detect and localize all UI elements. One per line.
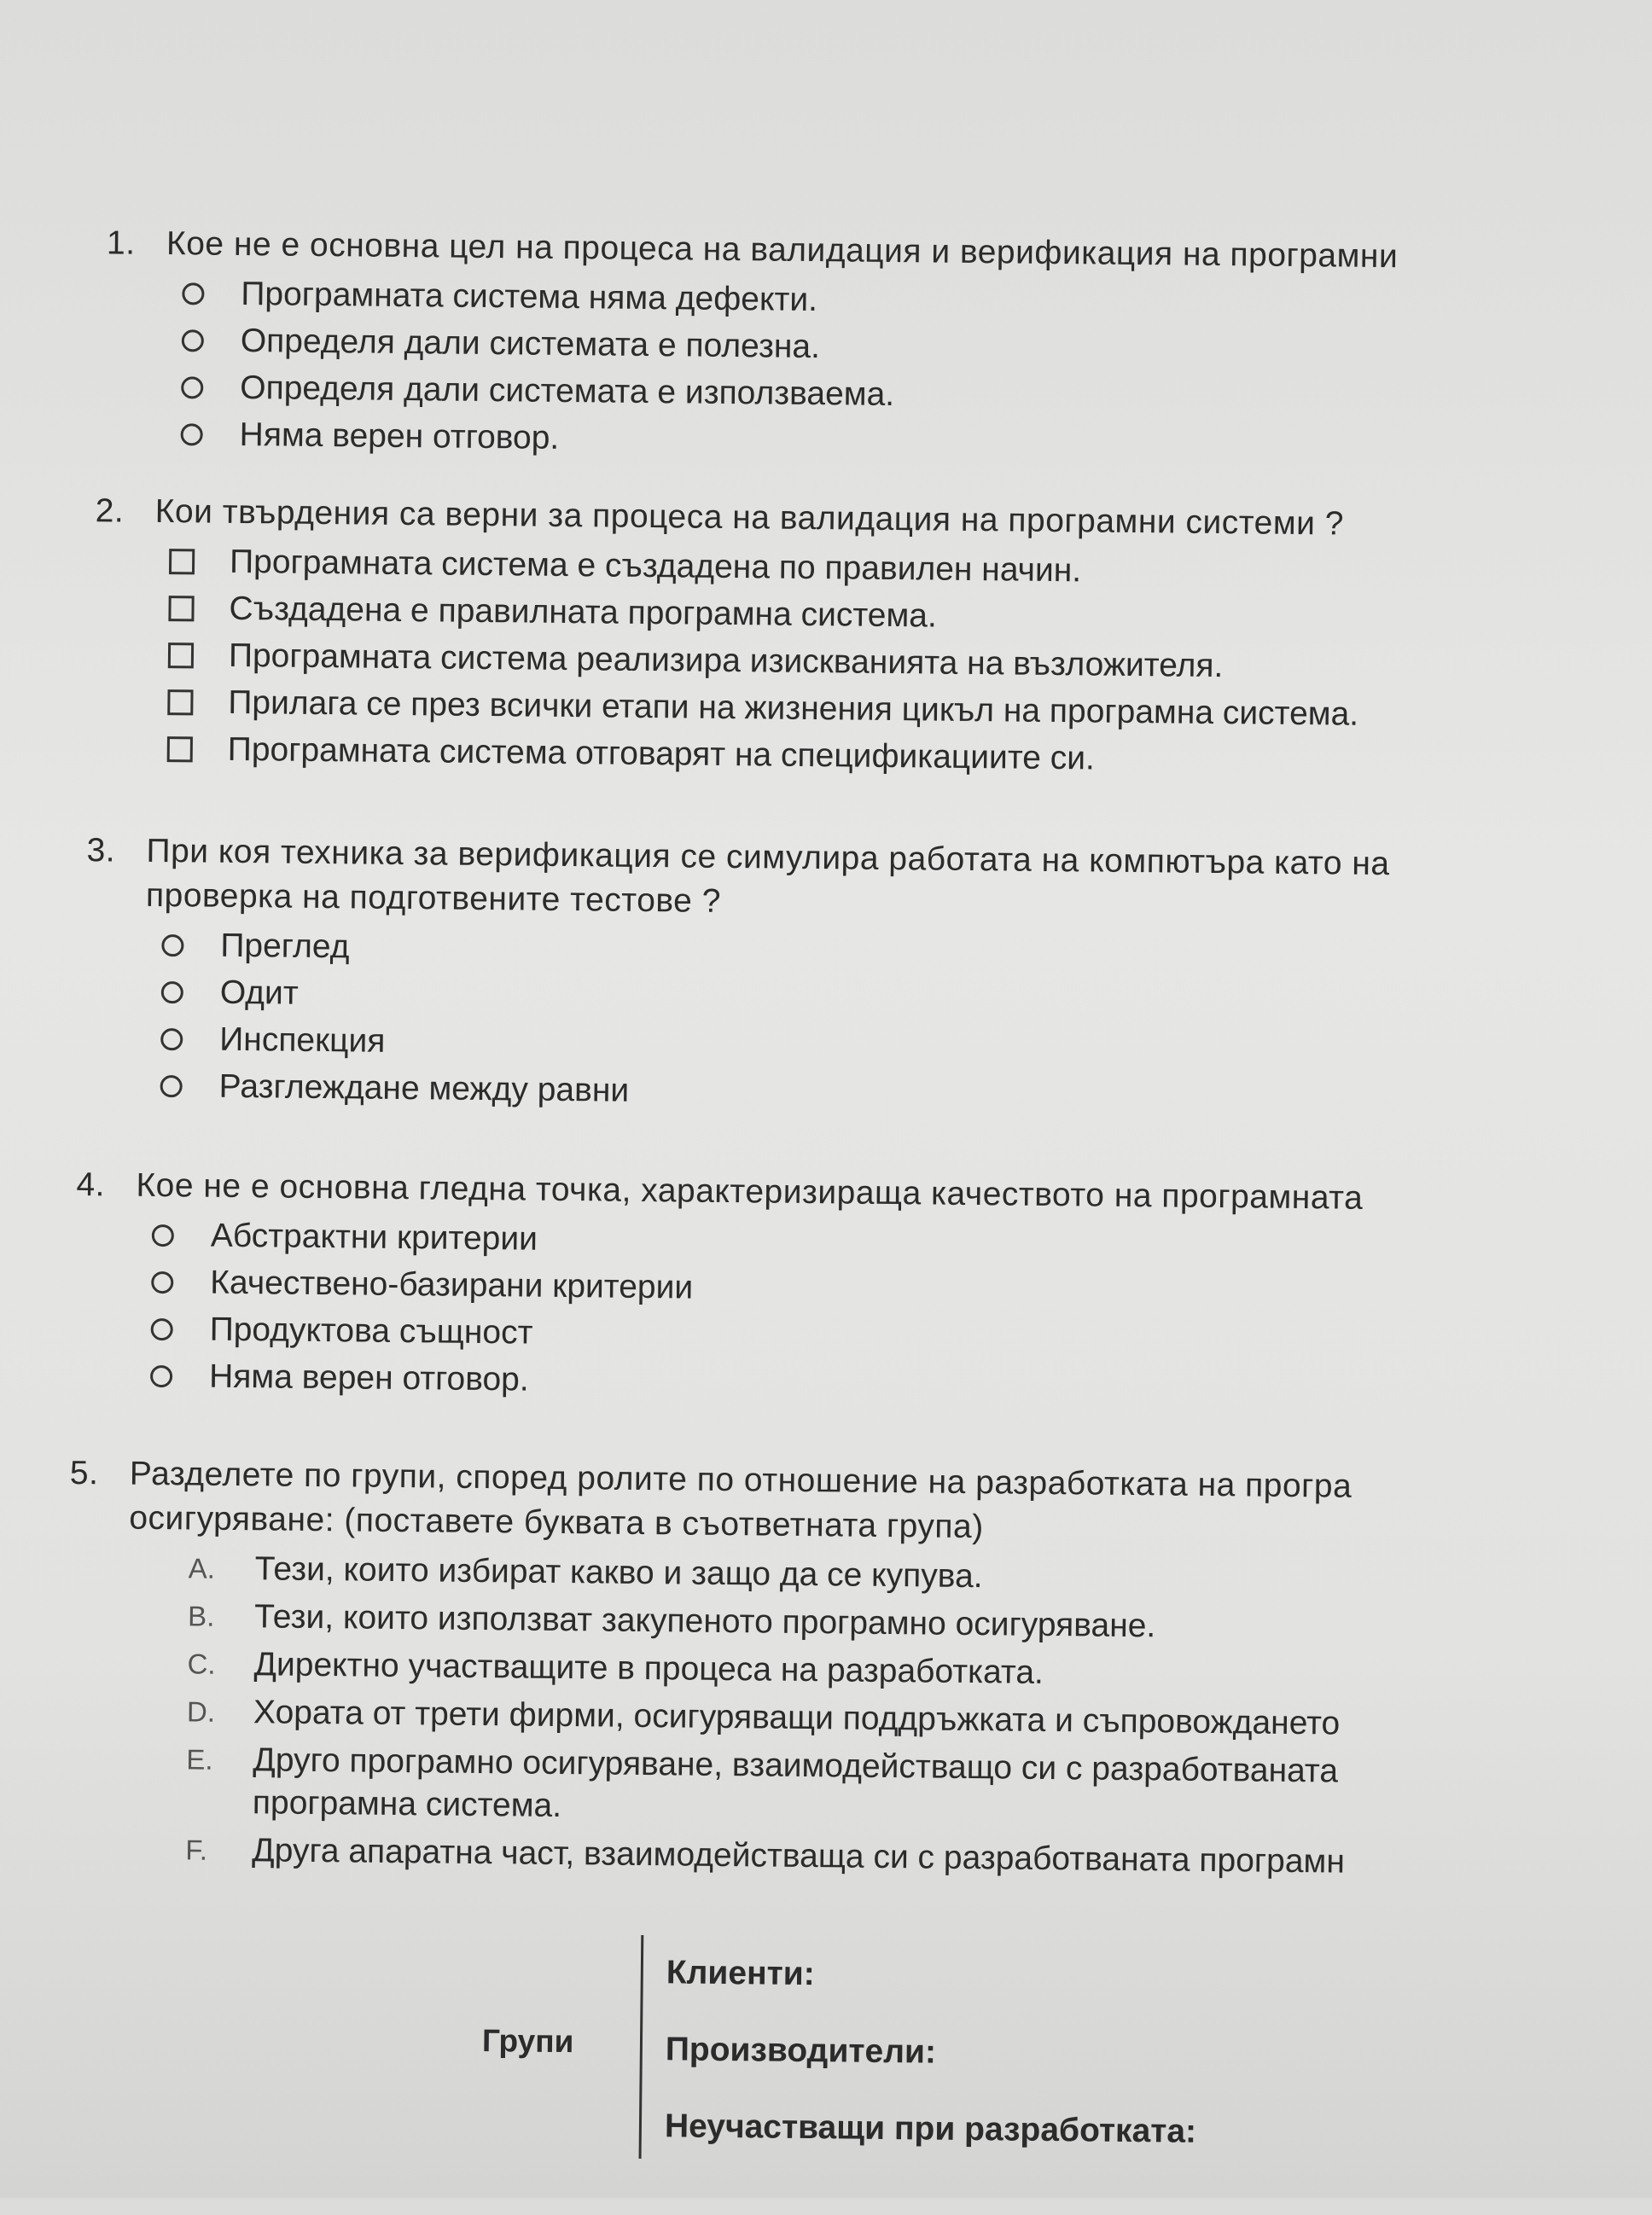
- question-number: 1.: [106, 224, 136, 262]
- checkbox-square-icon[interactable]: [163, 549, 201, 574]
- options-list: [93, 537, 1361, 785]
- checkbox-square-icon[interactable]: [162, 596, 200, 621]
- group-clients[interactable]: Клиенти:: [666, 1954, 815, 1993]
- options-list: [84, 921, 1388, 1122]
- option-label: Създадена е правилната програмна система.: [229, 590, 938, 635]
- radio-circle-icon[interactable]: [154, 933, 191, 956]
- question-number: 3.: [86, 832, 116, 869]
- option-label: Програмната система няма дефекти.: [241, 275, 818, 318]
- option-label: Инспекция: [219, 1020, 386, 1060]
- question-number: 4.: [76, 1166, 106, 1204]
- question-text: Кои твърдения са верни за процеса на валидация на програмни системи ?: [154, 492, 1345, 543]
- option-label: Определя дали системата е използваема.: [240, 369, 895, 413]
- checkbox-square-icon[interactable]: [162, 642, 200, 668]
- option-label: Прилага се през всички етапи на жизнения цикъл на програмна система.: [228, 683, 1359, 733]
- option-label: Програмната система отговарят на спецификациите си.: [227, 730, 1096, 776]
- groups-label: Групи: [481, 2023, 574, 2060]
- radio-circle-icon[interactable]: [143, 1364, 180, 1387]
- item-text: Директно участващите в процеса на разработката.: [253, 1646, 1044, 1691]
- question-3: [84, 828, 1389, 1122]
- item-text: Хората от трети фирми, осигуряващи поддръжката и съпровождането: [253, 1694, 1341, 1742]
- question-1: [104, 221, 1398, 470]
- option-label: Няма верен отговор.: [208, 1357, 529, 1398]
- option-label: Разглеждане между равни: [218, 1067, 630, 1109]
- item-letter: E.: [186, 1743, 213, 1776]
- question-5: [66, 1451, 1352, 1887]
- checkbox-square-icon[interactable]: [161, 736, 199, 762]
- item-letter: F.: [185, 1834, 208, 1866]
- item-text: Тези, които използват закупеното програмно осигуряване.: [253, 1598, 1156, 1645]
- item-letter: A.: [188, 1552, 216, 1584]
- question-number: 5.: [69, 1454, 99, 1492]
- option-label: Преглед: [220, 927, 350, 965]
- question-text: Кое не е основна гледна точка, характеризираща качеството на програмната: [136, 1166, 1364, 1217]
- option-label: Програмната система е създадена по правилен начин.: [229, 543, 1082, 589]
- radio-circle-icon[interactable]: [143, 1317, 181, 1340]
- question-text: Разделете по групи, според ролите по отношение на разработката на програ: [129, 1455, 1352, 1505]
- question-3-text-continued: проверка на подготвените тестове ?: [145, 876, 722, 920]
- option-label: Няма верен отговор.: [239, 416, 560, 456]
- option-label: Определя дали системата е полезна.: [240, 322, 821, 365]
- option-label: Програмната система реализира изискванията на възложителя.: [228, 637, 1224, 684]
- options-list: [74, 1211, 1363, 1412]
- radio-circle-icon[interactable]: [174, 282, 212, 305]
- option-label: Продуктова същност: [209, 1311, 533, 1352]
- checkbox-square-icon[interactable]: [161, 689, 199, 715]
- question-2: [93, 489, 1361, 785]
- question-text: Кое не е основна цел на процеса на валидация и верификация на програмни: [166, 225, 1399, 276]
- question-number: 2.: [95, 492, 125, 530]
- radio-circle-icon[interactable]: [153, 1074, 190, 1096]
- option-label: Абстрактни критерии: [210, 1217, 538, 1258]
- question-4: [74, 1163, 1364, 1412]
- item-text: Друга апаратна част, взаимодействаща си с разработваната програмн: [252, 1832, 1346, 1881]
- question-5-text-continued: осигуряване: (поставете буквата в съответната група): [129, 1499, 984, 1546]
- radio-circle-icon[interactable]: [173, 376, 211, 398]
- question-text: При коя техника за верификация се симулира работата на компютъра като на: [146, 832, 1390, 883]
- group-producers[interactable]: Производители:: [665, 2031, 937, 2071]
- group-non-participants[interactable]: Неучастващи при разработката:: [664, 2107, 1197, 2150]
- radio-circle-icon[interactable]: [144, 1224, 182, 1246]
- radio-circle-icon[interactable]: [153, 1027, 190, 1049]
- item-letter: D.: [186, 1695, 216, 1728]
- radio-circle-icon[interactable]: [174, 329, 212, 352]
- item-letter: C.: [187, 1648, 216, 1680]
- item-text: Друго програмно осигуряване, взаимодействащо си с разработваната: [253, 1741, 1339, 1790]
- radio-circle-icon[interactable]: [173, 423, 211, 445]
- groups-divider: [639, 1935, 644, 2159]
- options-list: [104, 269, 1398, 470]
- item-text-continued: програмна система.: [252, 1784, 562, 1825]
- option-label: Одит: [219, 974, 299, 1012]
- option-label: Качествено-базирани критерии: [210, 1264, 694, 1306]
- radio-circle-icon[interactable]: [143, 1270, 181, 1293]
- item-letter: B.: [187, 1600, 215, 1632]
- item-text: Тези, които избират какво и защо да се купува.: [254, 1550, 983, 1596]
- radio-circle-icon[interactable]: [154, 980, 191, 1003]
- lettered-list: [66, 1544, 1351, 1887]
